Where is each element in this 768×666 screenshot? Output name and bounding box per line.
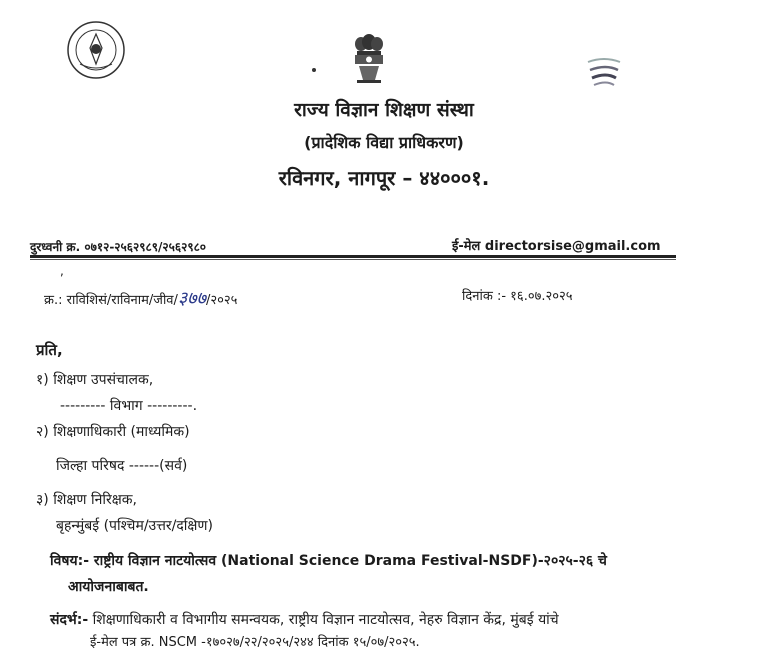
phone-number: दुरध्वनी क्र. ०७१२-२५६२९८९/२५६२९८० — [30, 240, 207, 254]
institute-seal-logo — [66, 20, 126, 80]
header-divider — [30, 255, 676, 258]
reference-label: संदर्भ:- — [50, 612, 89, 628]
recipients-heading: प्रति, — [36, 341, 63, 359]
reference-suffix: /२०२५ — [206, 293, 238, 308]
recipient-3-detail: बृहन्मुंबई (पश्चिम/उत्तर/दक्षिण) — [56, 518, 214, 534]
watermark-swirl-icon — [584, 54, 624, 90]
recipient-1: १) शिक्षण उपसंचालक, — [36, 372, 154, 388]
stray-comma: , — [60, 264, 64, 278]
subject-line — [50, 551, 607, 570]
reference-line — [50, 610, 559, 629]
email-address: ई-मेल directorsise@gmail.com — [452, 239, 661, 254]
stray-mark — [312, 68, 316, 72]
header-divider-thin — [30, 259, 676, 260]
reference-handwritten: ३७७ — [177, 288, 207, 309]
subject-label: विषय:- — [50, 553, 90, 569]
reference-line-2: ई-मेल पत्र क्र. NSCM -१७०२७/२२/२०२५/२४४ दिनांक १५/०७/२०२५. — [90, 635, 420, 650]
reference-prefix: क्र.: राविशिसं/राविनाम/जीव/ — [44, 293, 178, 308]
recipient-1-detail: --------- विभाग ---------. — [60, 398, 198, 414]
national-emblem-icon — [349, 32, 389, 84]
institution-name: राज्य विज्ञान शिक्षण संस्था — [294, 99, 474, 121]
subject-line-2: आयोजनाबाबत. — [68, 579, 149, 595]
letter-date: दिनांक :- १६.०७.२०२५ — [462, 289, 573, 304]
recipient-2-detail: जिल्हा परिषद ------(सर्व) — [56, 458, 188, 474]
reference-text: शिक्षणाधिकारी व विभागीय समन्वयक, राष्ट्रीय विज्ञान नाटयोत्सव, नेहरु विज्ञान केंद्र, मुंबई यांचे — [92, 612, 559, 628]
institution-address: रविनगर, नागपूर – ४४०००१. — [278, 166, 490, 190]
institution-subtitle: (प्रादेशिक विद्या प्राधिकरण) — [304, 133, 464, 152]
recipient-3: ३) शिक्षण निरिक्षक, — [36, 492, 137, 508]
subject-text: राष्ट्रीय विज्ञान नाटयोत्सव (National Science Drama Festival-NSDF)-२०२५-२६ चे — [93, 553, 607, 569]
reference-number — [44, 286, 237, 310]
recipient-2: २) शिक्षणाधिकारी (माध्यमिक) — [36, 424, 190, 440]
